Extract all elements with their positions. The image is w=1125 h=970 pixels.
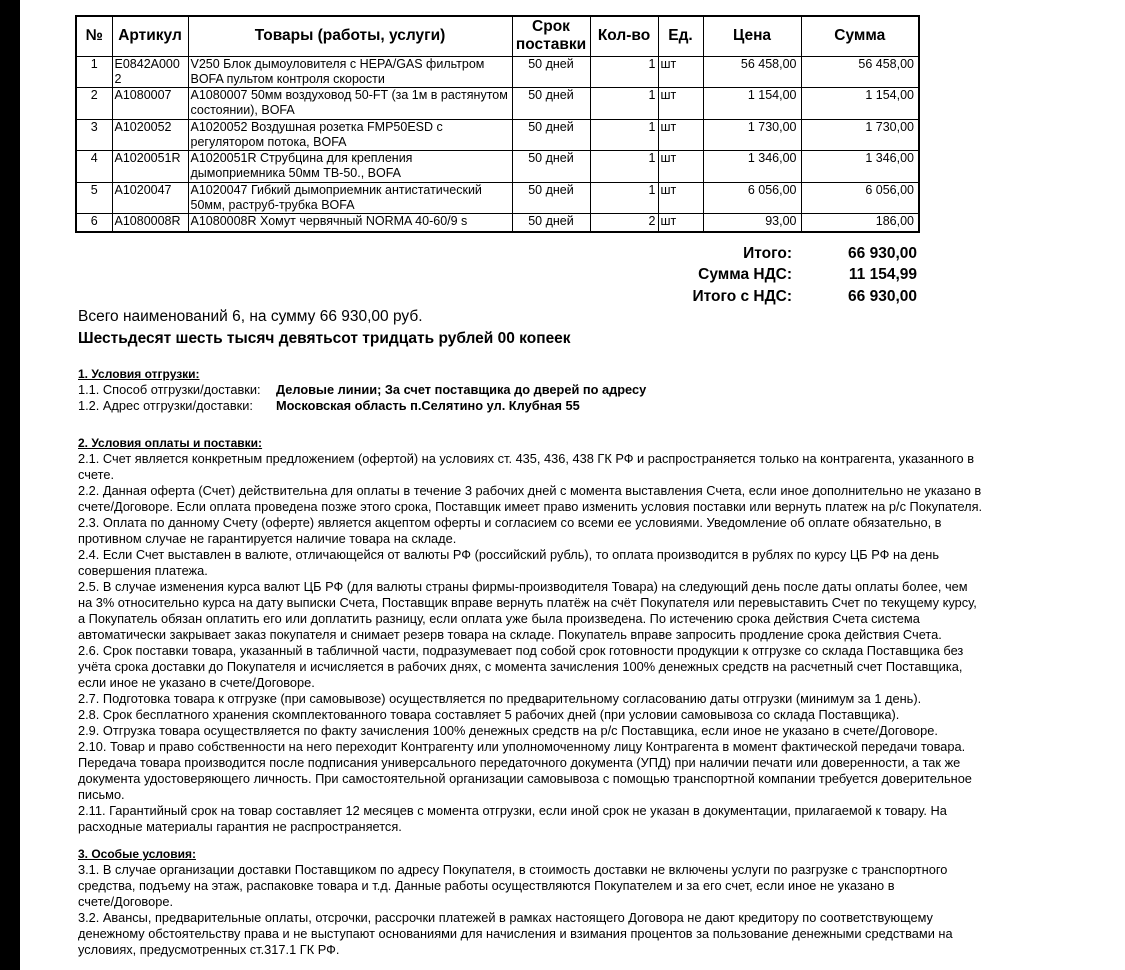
summary-count-line: Всего наименований 6, на сумму 66 930,00 руб. [78, 308, 423, 325]
shipping-method-value: Деловые линии; За счет поставщика до дверей по адресу [276, 382, 647, 397]
row-name: A1020052 Воздушная розетка FMP50ESD с регулятором потока, BOFA [188, 119, 512, 151]
row-sum: 56 458,00 [801, 56, 919, 88]
header-article: Артикул [112, 16, 188, 56]
clause-2-8: 2.8. Срок бесплатного хранения скомплектованного товара составляет 5 рабочих дней (при условии самовывоза со склада Поставщика). [78, 707, 900, 722]
vat-value: 11 154,99 [848, 266, 917, 284]
clause-3-1: 3.1. В случае организации доставки Поставщиком по адресу Покупателя, в стоимость доставки не включены услуги по разгрузке с транспортного средства, подъему на этаж, распаковке товара и т.д. Данные работы осуществляются Покупателем и за его счет, если иное не указано в счете/Договоре. [78, 862, 948, 909]
clause-2-7: 2.7. Подготовка товара к отгрузке (при самовывозе) осуществляется по предварительному согласованию даты отгрузки (минимум за 1 день). [78, 691, 922, 706]
row-num: 6 [76, 214, 112, 232]
clause-2-3: 2.3. Оплата по данному Счету (оферте) является акцептом оферты и согласием со всеми ее условиями. Уведомление об оплате обязательно, в противном случае не гарантируется наличие товара на складе. [78, 515, 942, 546]
header-num: № [76, 16, 112, 56]
vat-label: Сумма НДС: [698, 266, 792, 284]
row-article: A1080007 [112, 88, 188, 120]
invoice-page [20, 0, 1125, 970]
row-sum: 1 154,00 [801, 88, 919, 120]
shipping-method-label: 1.1. Способ отгрузки/доставки: [78, 382, 261, 397]
row-term: 50 дней [512, 214, 590, 232]
row-qty: 1 [590, 182, 658, 214]
summary-amount-words: Шестьдесят шесть тысяч девятьсот тридцать рублей 00 копеек [78, 330, 571, 347]
clause-2-5: 2.5. В случае изменения курса валют ЦБ РФ (для валюты страны фирмы-производителя Товара) на следующий день после даты оплаты более, чем на 3% относительно курса на дату выписки Счета, Поставщик вправе вернуть платёж на счёт Покупателя или перевыставить Счет по текущему курсу, а Покупатель обязан оплатить его или доплатить разницу, если оплата уже была произведена. По истечению срока действия Счета система автоматически закрывает заказ покупателя и снимает резерв товара на складе. Покупатель вправе запросить продление срока действия Счета. [78, 579, 977, 642]
header-sum: Сумма [801, 16, 919, 56]
section-title: 3. Особые условия: [78, 847, 196, 861]
row-qty: 1 [590, 119, 658, 151]
row-qty: 1 [590, 88, 658, 120]
special-conditions-section [78, 846, 1125, 958]
row-unit: шт [658, 119, 703, 151]
shipping-conditions-section [78, 366, 1125, 414]
table-row [76, 119, 919, 151]
row-name: A1020047 Гибкий дымоприемник антистатический 50мм, раструб-трубка BOFA [188, 182, 512, 214]
row-name: A1020051R Струбцина для крепления дымоприемника 50мм TB-50., BOFA [188, 151, 512, 183]
total-with-vat-value: 66 930,00 [848, 287, 917, 305]
row-article: A1020051R [112, 151, 188, 183]
row-price: 56 458,00 [703, 56, 801, 88]
totals-block [580, 243, 917, 308]
header-qty: Кол-во [590, 16, 658, 56]
row-name: V250 Блок дымоуловителя с HEPA/GAS фильтром BOFA пультом контроля скорости [188, 56, 512, 88]
table-row [76, 88, 919, 120]
clause-2-2: 2.2. Данная оферта (Счет) действительна для оплаты в течение 3 рабочих дней с момента выставления Счета, если иное дополнительно не указано в счете/Договоре. Если оплата проведена позже этого срока, Поставщик имеет право изменить условия поставки или вернуть платеж на р/с Покупателя. [78, 483, 983, 514]
row-unit: шт [658, 151, 703, 183]
shipping-method-row [78, 382, 1125, 398]
clause-3-2: 3.2. Авансы, предварительные оплаты, отсрочки, рассрочки платежей в рамках настоящего Договора не дают кредитору по соответствующему денежному обстоятельству права и не выступают основаниями для начисления и взимания процентов за пользование денежными средствами на условиях, предусмотренных ст.317.1 ГК РФ. [78, 910, 953, 957]
total-row [580, 243, 917, 265]
row-unit: шт [658, 88, 703, 120]
row-qty: 1 [590, 56, 658, 88]
row-term: 50 дней [512, 119, 590, 151]
row-unit: шт [658, 56, 703, 88]
clause-2-6: 2.6. Срок поставки товара, указанный в табличной части, подразумевает под собой срок готовности продукции к отгрузке со склада Поставщика без учёта срока доставки до Покупателя и исчисляется в рабочих днях, с момента зачисления 100% денежных средств на расчетный счет Поставщика, если иное не указано в счете/Договоре. [78, 643, 964, 690]
row-name: A1080008R Хомут червячный NORMA 40-60/9 s [188, 214, 512, 232]
row-term: 50 дней [512, 56, 590, 88]
row-num: 1 [76, 56, 112, 88]
shipping-address-label: 1.2. Адрес отгрузки/доставки: [78, 398, 253, 413]
table-row [76, 56, 919, 88]
row-price: 93,00 [703, 214, 801, 232]
row-article: A1020052 [112, 119, 188, 151]
total-label: Итого: [743, 244, 792, 262]
shipping-address-value: Московская область п.Селятино ул. Клубная 55 [276, 398, 580, 413]
section-title: 2. Условия оплаты и поставки: [78, 436, 263, 450]
total-value: 66 930,00 [848, 244, 917, 262]
header-unit: Ед. [658, 16, 703, 56]
clause-2-10: 2.10. Товар и право собственности на него переходит Контрагенту или уполномоченному лицу Контрагента в момент фактической передачи товара. Передача товара производится после подписания универсального передаточного документа (УПД) при наличии печати или доверенности, а так же документа удостоверяющего личность. При самостоятельной организации самовывоза с помощью транспортной компании требуется доверительное письмо. [78, 739, 972, 802]
table-header-row [76, 16, 919, 56]
row-article: A1020047 [112, 182, 188, 214]
clause-2-11: 2.11. Гарантийный срок на товар составляет 12 месяцев с момента отгрузки, если иной срок не указан в документации, прилагаемой к товару. На расходные материалы гарантия не распространяется. [78, 803, 947, 834]
row-term: 50 дней [512, 151, 590, 183]
row-price: 1 730,00 [703, 119, 801, 151]
row-sum: 6 056,00 [801, 182, 919, 214]
vat-row [580, 265, 917, 287]
section-title: 1. Условия отгрузки: [78, 367, 200, 381]
row-qty: 1 [590, 151, 658, 183]
row-article: A1080008R [112, 214, 188, 232]
row-num: 4 [76, 151, 112, 183]
row-price: 1 346,00 [703, 151, 801, 183]
row-term: 50 дней [512, 88, 590, 120]
row-article: E0842A0002 [112, 56, 188, 88]
row-num: 5 [76, 182, 112, 214]
table-row [76, 151, 919, 183]
payment-conditions-section [78, 435, 1125, 835]
table-row [76, 214, 919, 232]
clause-2-1: 2.1. Счет является конкретным предложением (офертой) на условиях ст. 435, 436, 438 ГК РФ и распространяется только на контрагента, указанного в счете. [78, 451, 975, 482]
summary-block [78, 308, 1078, 352]
total-with-vat-row [580, 286, 917, 308]
row-unit: шт [658, 182, 703, 214]
row-num: 3 [76, 119, 112, 151]
row-unit: шт [658, 214, 703, 232]
header-price: Цена [703, 16, 801, 56]
header-term: Срок поставки [512, 16, 590, 56]
row-sum: 1 346,00 [801, 151, 919, 183]
row-name: A1080007 50мм воздуховод 50-FT (за 1м в растянутом состоянии), BOFA [188, 88, 512, 120]
row-sum: 1 730,00 [801, 119, 919, 151]
clause-2-4: 2.4. Если Счет выставлен в валюте, отличающейся от валюты РФ (российский рубль), то оплата производится в рублях по курсу ЦБ РФ на день совершения платежа. [78, 547, 939, 578]
row-term: 50 дней [512, 182, 590, 214]
total-with-vat-label: Итого с НДС: [692, 287, 792, 305]
row-price: 1 154,00 [703, 88, 801, 120]
items-table [75, 15, 920, 233]
table-row [76, 182, 919, 214]
row-sum: 186,00 [801, 214, 919, 232]
row-num: 2 [76, 88, 112, 120]
row-price: 6 056,00 [703, 182, 801, 214]
row-qty: 2 [590, 214, 658, 232]
header-goods: Товары (работы, услуги) [188, 16, 512, 56]
shipping-address-row [78, 398, 1125, 414]
clause-2-9: 2.9. Отгрузка товара осуществляется по факту зачисления 100% денежных средств на р/с Поставщика, если иное не указано в счете/Договоре. [78, 723, 938, 738]
